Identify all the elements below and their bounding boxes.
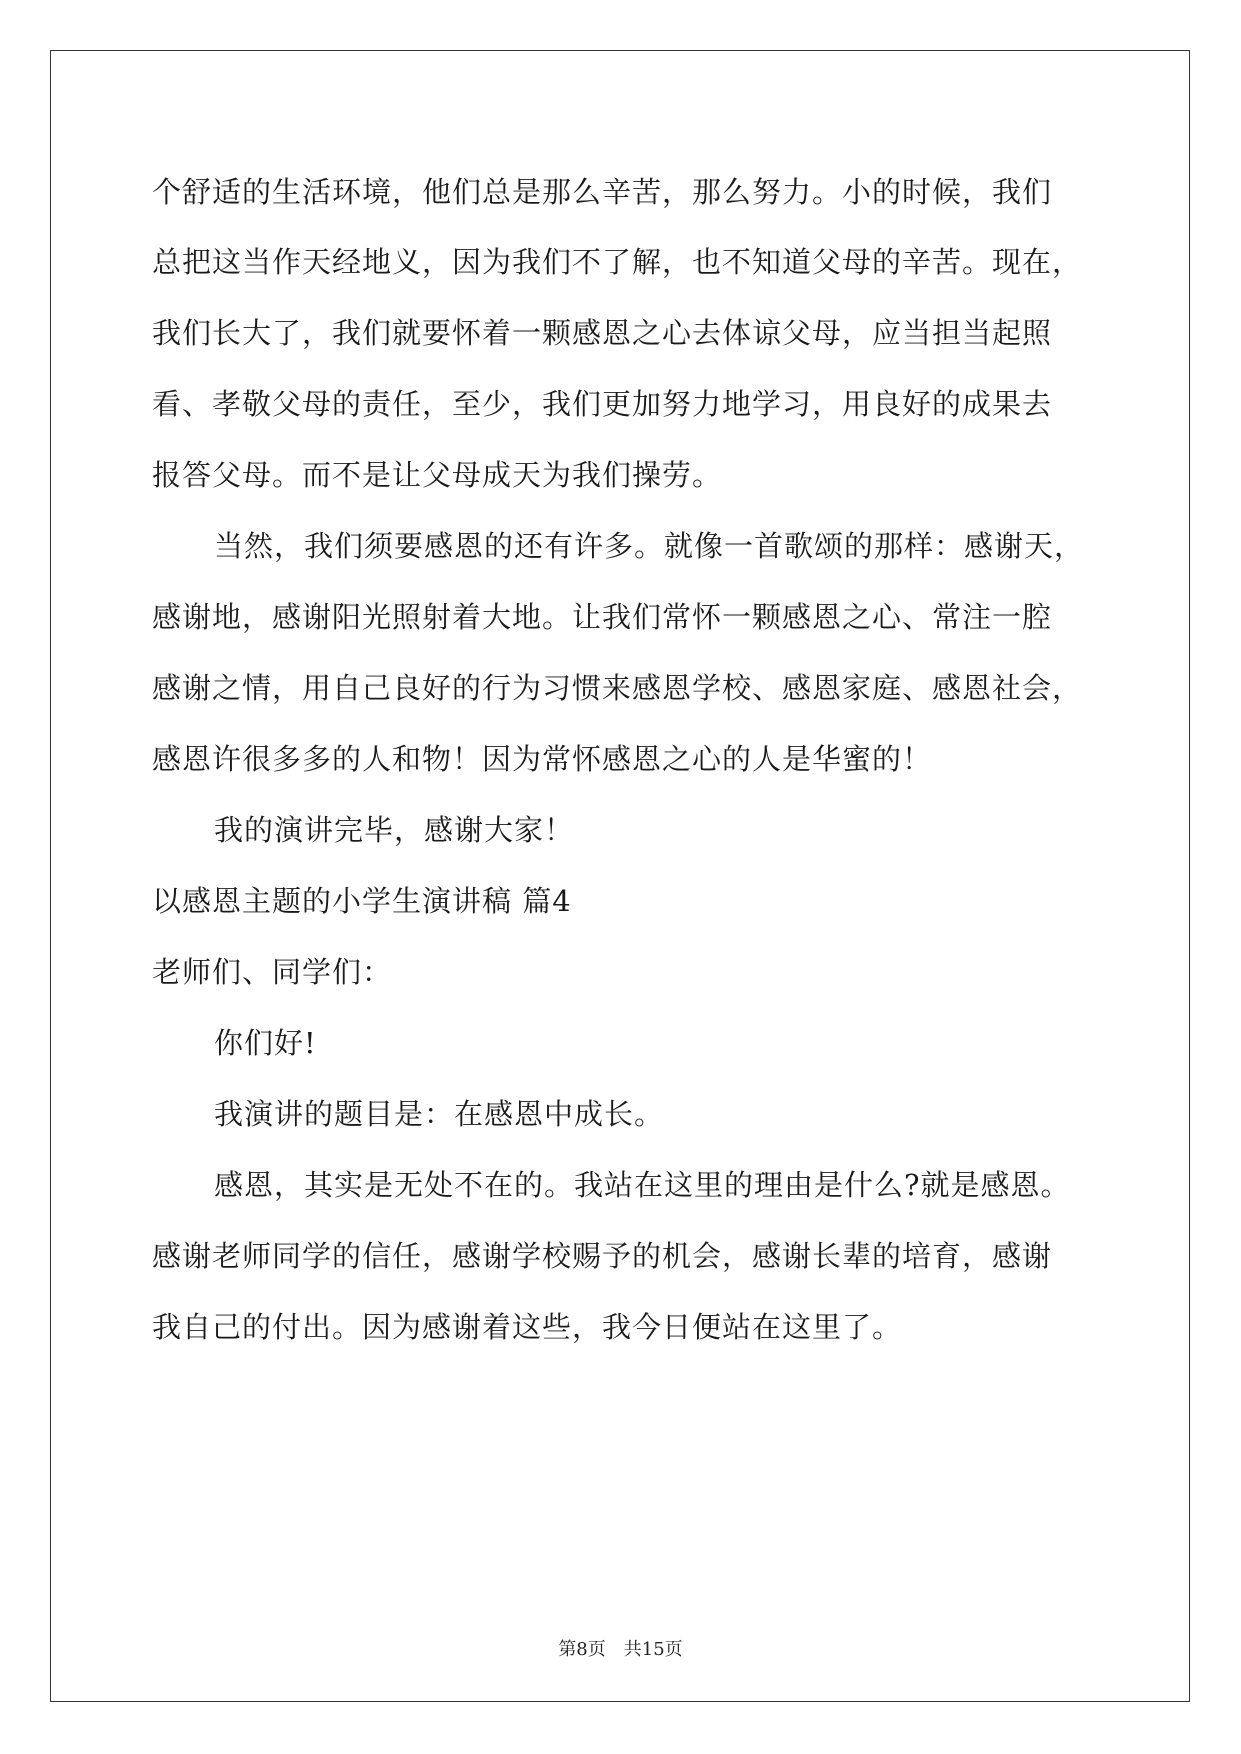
body-line: 总把这当作天经地义，因为我们不了解，也不知道父母的辛苦。现在， bbox=[152, 245, 1083, 279]
body-line: 报答父母。而不是让父母成天为我们操劳。 bbox=[152, 458, 723, 492]
body-line: 看、孝敬父母的责任，至少，我们更加努力地学习，用良好的成果去 bbox=[152, 387, 1053, 421]
salutation: 老师们、同学们： bbox=[152, 955, 393, 989]
body-line: 我演讲的题目是：在感恩中成长。 bbox=[214, 1097, 665, 1131]
body-line: 感恩，其实是无处不在的。我站在这里的理由是什么?就是感恩。 bbox=[214, 1168, 1071, 1202]
body-line: 当然，我们须要感恩的还有许多。就像一首歌颂的那样：感谢天， bbox=[214, 529, 1085, 563]
section-heading: 以感恩主题的小学生演讲稿 篇4 bbox=[152, 884, 572, 918]
page-number: 第8页 共15页 bbox=[558, 1639, 683, 1660]
body-line: 感谢地，感谢阳光照射着大地。让我们常怀一颗感恩之心、常注一腔 bbox=[152, 600, 1053, 634]
body-line: 感谢之情，用自己良好的行为习惯来感恩学校、感恩家庭、感恩社会， bbox=[152, 671, 1083, 705]
body-line: 感谢老师同学的信任，感谢学校赐予的机会，感谢长辈的培育，感谢 bbox=[152, 1239, 1053, 1273]
page-border bbox=[50, 50, 1190, 1702]
body-line: 我的演讲完毕，感谢大家！ bbox=[214, 813, 575, 847]
body-line: 我自己的付出。因为感谢着这些，我今日便站在这里了。 bbox=[152, 1310, 903, 1344]
body-line: 感恩许很多多的人和物！因为常怀感恩之心的人是华蜜的！ bbox=[152, 742, 933, 776]
body-line: 我们长大了，我们就要怀着一颗感恩之心去体谅父母，应当担当起照 bbox=[152, 316, 1053, 350]
greeting: 你们好! bbox=[214, 1026, 317, 1060]
body-line: 个舒适的生活环境，他们总是那么辛苦，那么努力。小的时候，我们 bbox=[152, 175, 1053, 209]
